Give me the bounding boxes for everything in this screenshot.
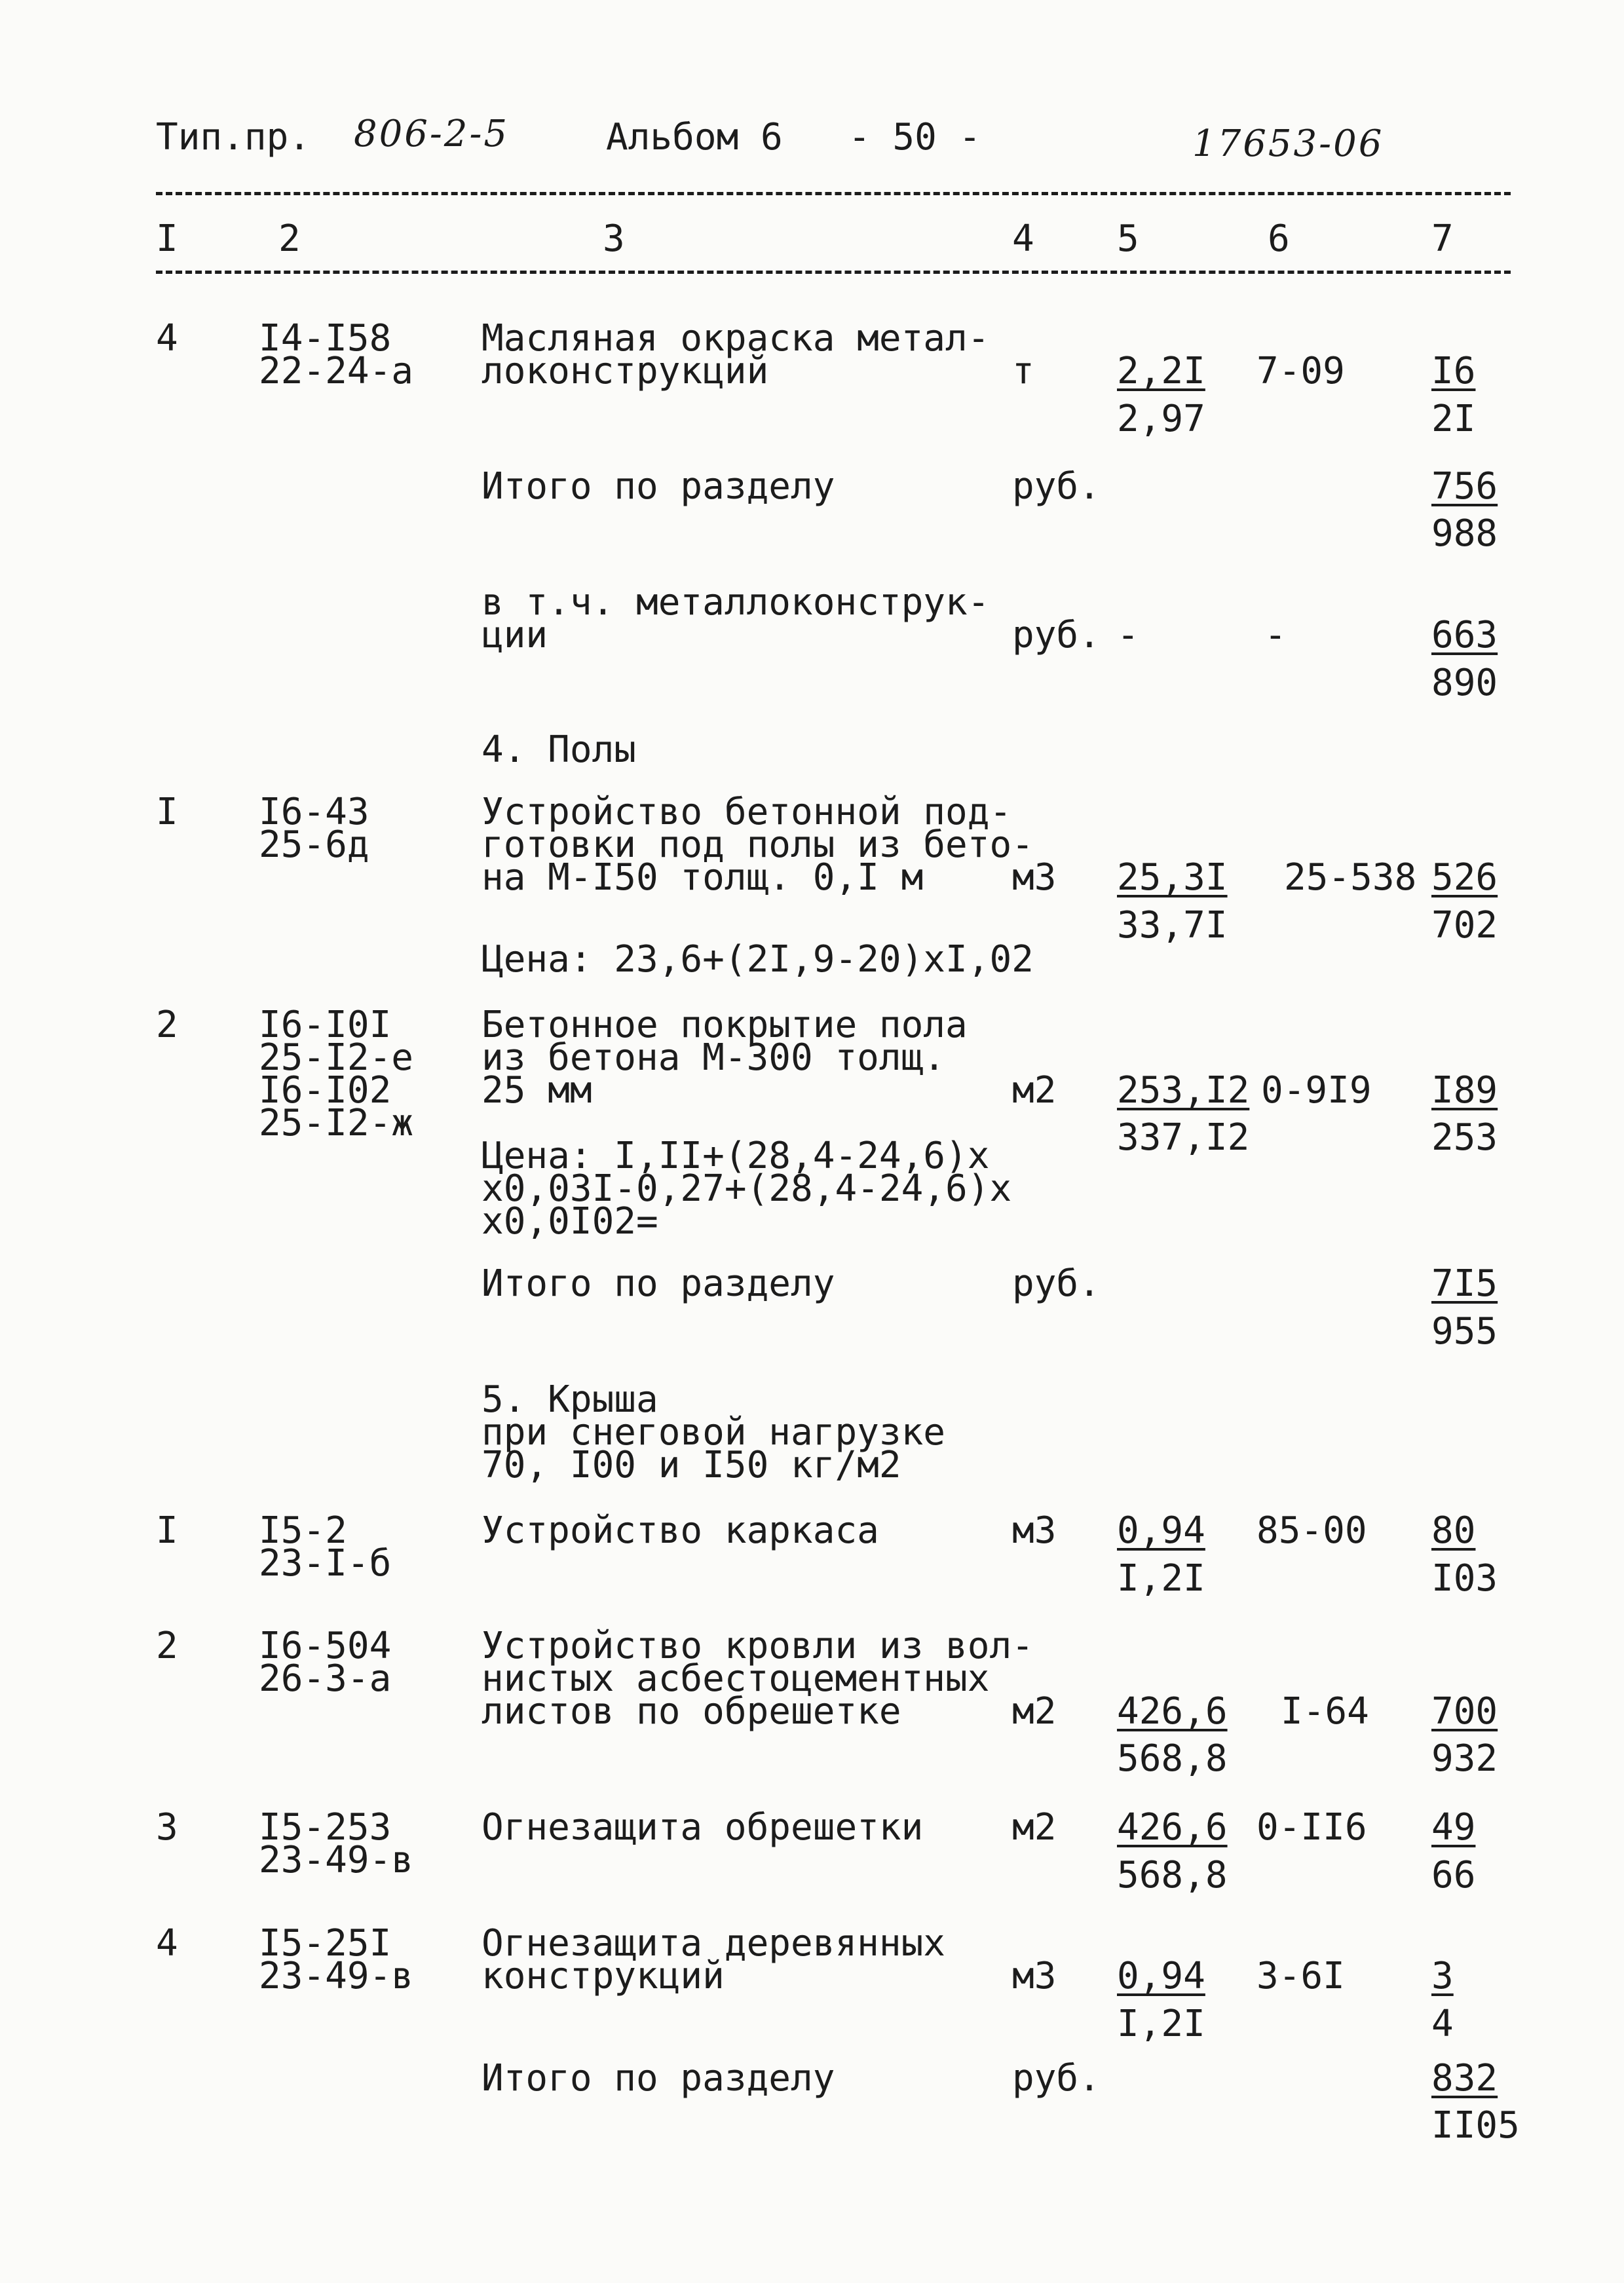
cost-bottom: 702 [1431,904,1498,947]
cost-top: 80 [1431,1509,1476,1552]
unit: м2 [1012,1069,1057,1112]
subtotal-top: 7I5 [1431,1262,1498,1305]
rate-code: I6-I0I [259,1004,392,1046]
subtotal-bottom: 955 [1431,1310,1498,1353]
subtotal-top: 663 [1431,614,1498,656]
work-description: Устройство бетонной под- [482,791,1012,833]
unit-price: 0-9I9 [1261,1069,1372,1112]
unit: руб. [1012,2057,1101,2100]
row-number: 4 [156,317,178,360]
quantity-top: 253,I2 [1117,1069,1250,1112]
unit-price: 25-538 [1284,856,1417,899]
col-number-5: 5 [1117,217,1139,260]
work-description: конструкций [482,1955,725,1997]
cost-top: 526 [1431,856,1498,899]
dash-mark: - [1264,614,1287,656]
quantity-top: 2,2I [1117,350,1205,392]
cost-top: 49 [1431,1806,1476,1849]
rate-code: I4-I58 [259,317,392,360]
subtotal-top: 832 [1431,2057,1498,2100]
rate-code: I5-253 [259,1806,392,1849]
dash-mark: - [1117,614,1139,656]
unit-price: I-64 [1281,1690,1369,1733]
price-note: x0,0I02= [482,1200,658,1243]
quantity-bottom: 337,I2 [1117,1116,1250,1159]
row-number: 2 [156,1625,178,1667]
work-description: 25 мм [482,1069,592,1112]
subtotal-bottom: 890 [1431,662,1498,704]
unit-price: 7-09 [1256,350,1345,392]
quantity-top: 426,6 [1117,1806,1228,1849]
quantity-top: 0,94 [1117,1509,1205,1552]
columns-divider [156,271,1511,274]
work-description: Огнезащита деревянных [482,1922,946,1965]
rate-code: 22-24-a [259,350,414,392]
cost-top: 700 [1431,1690,1498,1733]
subtotal-label: Итого по разделу [482,2057,835,2100]
cost-bottom: 66 [1431,1854,1476,1896]
rate-code: 23-I-б [259,1542,392,1585]
rate-code: 26-3-a [259,1657,392,1700]
unit: т [1012,350,1034,392]
rate-code: 25-6д [259,823,369,866]
cost-bottom: 253 [1431,1116,1498,1159]
rate-code: I6-43 [259,791,369,833]
unit: м3 [1012,1509,1057,1552]
subtotal-bottom: II05 [1431,2104,1520,2147]
unit: руб. [1012,614,1101,656]
cost-bottom: 932 [1431,1737,1498,1780]
col-number-7: 7 [1431,217,1454,260]
rate-code: I6-I02 [259,1069,392,1112]
cost-bottom: 2I [1431,398,1476,440]
header-divider [156,192,1511,195]
work-description: Устройство каркаса [482,1509,879,1552]
unit: руб. [1012,1262,1101,1305]
quantity-top: 0,94 [1117,1955,1205,1997]
rate-code: 25-I2-e [259,1036,414,1079]
quantity-bottom: 33,7I [1117,904,1228,947]
price-note: Цена: I,II+(28,4-24,6)x [482,1135,990,1177]
subtotal-label: Итого по разделу [482,1262,835,1305]
rate-code: 23-49-в [259,1955,414,1997]
rate-code: I5-2 [259,1509,347,1552]
subtotal-top: 756 [1431,465,1498,508]
page-number: - 50 - [848,116,981,159]
row-number: 3 [156,1806,178,1849]
row-number: 4 [156,1922,178,1965]
work-description: Устройство кровли из вол- [482,1625,1034,1667]
section-heading: 5. Крыша [482,1378,658,1421]
work-description: локонструкций [482,350,769,392]
quantity-bottom: 568,8 [1117,1737,1228,1780]
album-label: Альбом 6 [606,116,783,159]
section-heading: при снеговой нагрузке [482,1411,946,1454]
section-heading: 4. Полы [482,728,637,771]
quantity-top: 25,3I [1117,856,1228,899]
subtotal-label: Итого по разделу [482,465,835,508]
cost-top: I89 [1431,1069,1498,1112]
quantity-bottom: 568,8 [1117,1854,1228,1896]
work-description: нистых асбестоцементных [482,1657,990,1700]
unit-price: 85-00 [1256,1509,1367,1552]
unit: м3 [1012,1955,1057,1997]
col-number-3: 3 [603,217,625,260]
col-number-1: I [156,217,178,260]
quantity-bottom: 2,97 [1117,398,1205,440]
work-description: на М-I50 толщ. 0,I м [482,856,924,899]
price-note: x0,03I-0,27+(28,4-24,6)x [482,1167,1012,1210]
document-number: 17653-06 [1192,123,1384,165]
rate-code: 25-I2-ж [259,1102,414,1144]
unit: м2 [1012,1690,1057,1733]
col-number-2: 2 [278,217,301,260]
row-number: I [156,791,178,833]
rate-code: 23-49-в [259,1839,414,1881]
work-description: Бетонное покрытие пола [482,1004,968,1046]
price-note: Цена: 23,6+(2I,9-20)xI,02 [482,938,1034,981]
work-description: из бетона М-300 толщ. [482,1036,946,1079]
quantity-bottom: I,2I [1117,1557,1205,1600]
row-number: I [156,1509,178,1552]
unit: м2 [1012,1806,1057,1849]
quantity-top: 426,6 [1117,1690,1228,1733]
unit: руб. [1012,465,1101,508]
subtotal-detail: ции [482,614,548,656]
subtotal-detail: в т.ч. металлоконструк- [482,581,990,624]
cost-bottom: 4 [1431,2003,1454,2045]
unit: м3 [1012,856,1057,899]
unit-price: 3-6I [1256,1955,1345,1997]
col-number-6: 6 [1268,217,1290,260]
work-description: листов по обрешетке [482,1690,901,1733]
col-number-4: 4 [1012,217,1034,260]
section-heading: 70, I00 и I50 кг/м2 [482,1444,901,1486]
cost-top: 3 [1431,1955,1454,1997]
doc-type: Тип.пр. [156,116,311,159]
work-description: Масляная окраска метал- [482,317,990,360]
work-description: Огнезащита обрешетки [482,1806,924,1849]
subtotal-bottom: 988 [1431,512,1498,555]
cost-top: I6 [1431,350,1476,392]
quantity-bottom: I,2I [1117,2003,1205,2045]
rate-code: I5-25I [259,1922,392,1965]
row-number: 2 [156,1004,178,1046]
rate-code: I6-504 [259,1625,392,1667]
cost-bottom: I03 [1431,1557,1498,1600]
unit-price: 0-II6 [1256,1806,1367,1849]
project-number: 806-2-5 [354,113,509,155]
work-description: готовки под полы из бето- [482,823,1034,866]
